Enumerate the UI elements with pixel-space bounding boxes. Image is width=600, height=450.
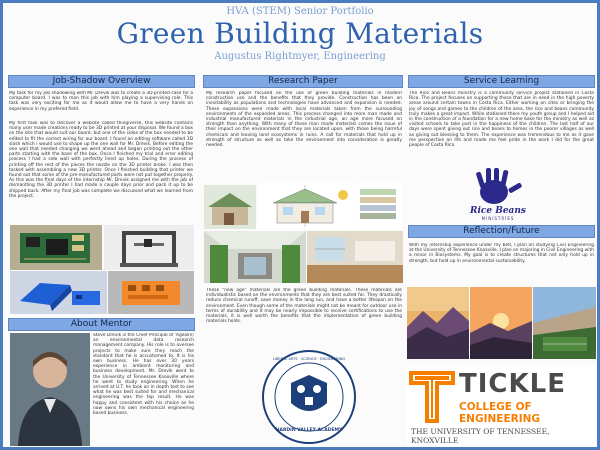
poster-title: Green Building Materials (116, 17, 484, 50)
mentor-bio: Steve Drevik is the Chief Principal of 'Agilaire; an environmental data research management company. His role is to oversee projects to make sure they reach the standard that he is accustomed to. It is his own business. He has over 30 years experience in ambient monitoring and business development. Mr. Drevik went to the University of Tennessee Knoxville where he went to study engineering. When he arrived at U.T. he took an in depth test to see what he was best suited for and mechanical engineering was the top result. He was happy and consistent with his choice as he now owns his own mechanical engineering based business. (93, 333, 194, 417)
sunset-photo (470, 287, 532, 359)
green-atrium-drawing (204, 231, 306, 283)
tickle-college: COLLEGE OF ENGINEERING (459, 401, 541, 425)
green-roof-photo (204, 185, 256, 229)
tickle-university: THE UNIVERSITY OF TENNESSEE, KNOXVILLE (411, 427, 550, 445)
logo-name: Rice Beans (469, 206, 526, 216)
job-shadow-details: My first task was to discover a website called thingiverse, this website contains many user made creations ready to be 3D printed at your disposal. We found a box on the site that would suit our board, but one of the sides of the box needed to be edited to fit the correct wiring for our board. I found an editing software called 3D slash which i would use to shape up the one wall for Mr. Drevik. Before editing the one wall that needed changing we went ahead and began printing out the other parts starting with the base of the box. Once I finished my trial and error editing process I had a side wall with perfectly lined up holes. During the process of printing off the rest of the pieces the nozzle on the 3D printer broke. I was then tasked with assembling a new 3D printer. Once I finished building that printer we found out that some of the pre-manufactured parts were not put together properly. As this was the final days of the internship Mr. Drevik assigned me with the job of dismantling the 3D printer I had made a couple days prior and pack it up to be shipped back. After my final job was complete we discussed what we learned from the project. (9, 121, 193, 199)
building-cross-section (257, 183, 353, 229)
wood-interior-drawing (307, 231, 403, 283)
hand-print-icon (458, 166, 538, 208)
research-conclusion: These "new age" materials are the green building materials. These materials are individualistic based on the environments that they are best suited for. They drastically reduce chemical runoff, save money in the long run, and have a better lifespan on the environment. Even though some of the materials might not be meant for outdoor use in terms of durability and it may be nearly impossible to receive certifications to use the materials, it is well worth the benefits that the implementation of green building materials holds. (206, 288, 402, 325)
mountain-photo (407, 287, 469, 359)
hva-seal (261, 349, 357, 445)
reflection-header: Reflection/Future (408, 225, 595, 238)
poster-author: Augustus Rightmyer, Engineering (214, 51, 386, 62)
ut-power-t-icon (409, 371, 455, 423)
service-learning-header: Service Learning (408, 75, 595, 88)
printer-drawing (104, 225, 194, 270)
research-paper-header: Research Paper (203, 75, 403, 88)
logo-subtext: MINISTRIES (481, 216, 515, 221)
mentor-portrait-drawing (10, 333, 90, 446)
reflection-text: With my internship experience under my belt, I plan on studying Civil Engineering at the University of Tennessee Knoxville. I plan on majoring in Civil Engineering with a minor in Biosystems. My goal is to create structures that not only hold up in strength, but hold up in environmental sustainability. (409, 243, 594, 264)
cross-section-drawing (257, 183, 353, 229)
job-shadow-header: Job-Shadow Overview (8, 75, 195, 88)
orange-part-photo (108, 271, 194, 314)
research-intro: My research paper focused on the use of green building materials in modern construction use and the benefits that they provide. Construction has been an inevitability as populations and technologies have advanced and expansion is needed. These expansions were made with local materials taken from the surrounding environments of the expanded areas. This process changed into more man made and industrial manufactured materials in the industrial age, an age more focused on strength than anything. With many of these man made materials comes the issue of their impact on the environment that they are located upon, with those being harmful chemicals and leaving land ecosystems in ruins. A call for materials that hold up in strength of structure as well as take the environment into consideration is greatly needed. (206, 91, 402, 149)
sunset-drawing (470, 287, 532, 359)
circuit-board-drawing (10, 225, 102, 270)
printed-case-photo (10, 271, 107, 314)
stadium-drawing (533, 287, 596, 359)
mountain-drawing (407, 287, 469, 359)
tickle-name: TICKLE (459, 369, 566, 399)
job-shadow-intro: My task for my job shadowing with Mr. Drevik was to create a 3D-printed case for a computer board. I was to man this job with him playing a supervising role. This task was very exciting for me as it would allow me to have a very hands on experience in my prefered field. (9, 91, 193, 112)
about-mentor-header: About Mentor (8, 318, 195, 331)
stadium-photo (533, 287, 596, 359)
wood-interior-photo (307, 231, 403, 283)
poster-subtitle: HVA (STEM) Senior Portfolio (226, 6, 374, 17)
material-diagram (354, 183, 402, 229)
green-atrium-photo (204, 231, 306, 283)
green-roof-drawing (204, 185, 256, 229)
printed-case-drawing (10, 271, 107, 314)
circuit-board-photo (10, 225, 102, 270)
tickle-logo (407, 365, 597, 447)
orange-part-drawing (108, 271, 194, 314)
rice-beans-logo (458, 166, 538, 222)
printer-photo (104, 225, 194, 270)
seal-motto: LIBERAL ARTS · SCIENCE · ENGINEERING (272, 357, 346, 361)
mentor-photo (10, 333, 90, 446)
material-diagram-drawing (354, 183, 402, 229)
seal-ring-text: HARDIN VALLEY ACADEMY (275, 428, 343, 433)
service-learning-text: The Rice and Beans ministry is a community service project stationed in Costa Rica. The project focuses on supporting those that are in need in the high poverty areas around certain towns in Costa Rica. Either working on cites or bringing the joy of songs and games to the children of the area, the rice and beans community truly makes a great impact. While stationed there my youth group and I helped aid in the construction of a foundation for a new home base for the ministry as well as visited schools to take part in the happiness of the children. The last half of our days were spent giving out rice and beans to homes in the poorer villages as well as giving out blessing to them. The experience was tremendous to me as it gave me perspective on life and made me feel pride in the work I did for the great people of Costa Rica (409, 91, 594, 149)
